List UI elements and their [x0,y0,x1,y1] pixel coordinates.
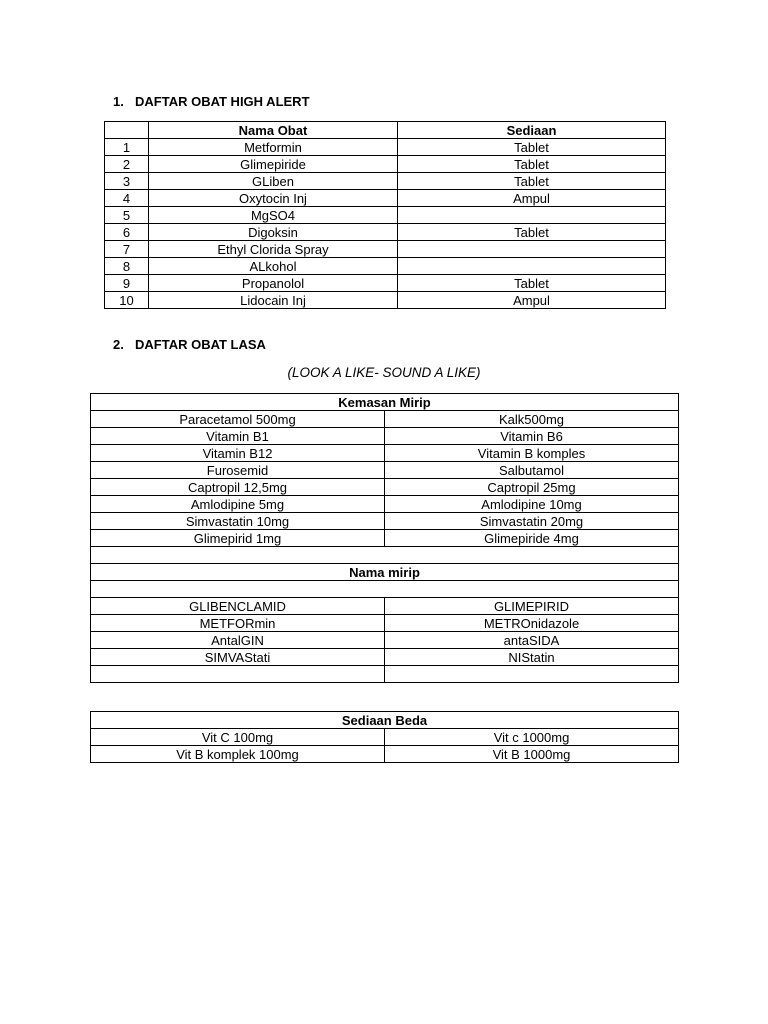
drug-left: Vit C 100mg [91,729,385,746]
drug-right: antaSIDA [385,632,679,649]
table-row [105,258,666,275]
drug-form [398,207,666,224]
row-number: 10 [105,292,149,309]
section-2-title: DAFTAR OBAT LASA [135,337,266,352]
nama-header-row [91,564,679,581]
drug-form: Tablet [398,224,666,241]
table-row [91,729,679,746]
table-row [105,292,666,309]
drug-left: GLIBENCLAMID [91,598,385,615]
section-1-title: DAFTAR OBAT HIGH ALERT [135,94,310,109]
drug-right: METROnidazole [385,615,679,632]
table-row [105,275,666,292]
drug-left: Amlodipine 5mg [91,496,385,513]
empty-row [91,666,679,683]
column-header-nama-obat: Nama Obat [149,122,398,139]
drug-right: Vitamin B komples [385,445,679,462]
table-row [91,632,679,649]
drug-form: Ampul [398,292,666,309]
table-row [91,428,679,445]
row-number: 4 [105,190,149,207]
drug-right: GLIMEPIRID [385,598,679,615]
drug-right: NIStatin [385,649,679,666]
drug-right: Vit c 1000mg [385,729,679,746]
drug-name: Oxytocin Inj [149,190,398,207]
drug-name: MgSO4 [149,207,398,224]
table-row [91,530,679,547]
drug-name: Metformin [149,139,398,156]
column-header-no [105,122,149,139]
table-row [91,746,679,763]
lasa-table [90,393,679,683]
nama-mirip-header: Nama mirip [91,564,679,581]
table-row [91,462,679,479]
drug-name: Lidocain Inj [149,292,398,309]
lasa-subtitle: (LOOK A LIKE- SOUND A LIKE) [287,365,481,380]
row-number: 8 [105,258,149,275]
drug-left: Furosemid [91,462,385,479]
kemasan-header-row [91,394,679,411]
section-2-number: 2. [113,337,124,352]
drug-right: Vit B 1000mg [385,746,679,763]
drug-form: Tablet [398,139,666,156]
table-row [105,241,666,258]
section-1-number: 1. [113,94,124,109]
table-row [91,513,679,530]
drug-name: ALkohol [149,258,398,275]
row-number: 1 [105,139,149,156]
table-row [105,207,666,224]
empty-row [91,547,679,564]
table-row [91,479,679,496]
empty-row [91,581,679,598]
row-number: 5 [105,207,149,224]
row-number: 9 [105,275,149,292]
sediaan-beda-header: Sediaan Beda [91,712,679,729]
row-number: 3 [105,173,149,190]
column-header-sediaan: Sediaan [398,122,666,139]
drug-right: Vitamin B6 [385,428,679,445]
section-1-heading [113,94,310,110]
kemasan-mirip-header: Kemasan Mirip [91,394,679,411]
drug-right: Captropil 25mg [385,479,679,496]
empty-cell [385,666,679,683]
drug-form: Tablet [398,156,666,173]
drug-form [398,241,666,258]
high-alert-table [104,121,666,309]
sediaan-beda-table [90,711,679,763]
drug-right: Glimepiride 4mg [385,530,679,547]
drug-left: METFORmin [91,615,385,632]
table-row [91,445,679,462]
sediaan-header-row [91,712,679,729]
drug-right: Kalk500mg [385,411,679,428]
table-row [105,139,666,156]
drug-form [398,258,666,275]
drug-name: Glimepiride [149,156,398,173]
drug-left: Captropil 12,5mg [91,479,385,496]
drug-form: Tablet [398,275,666,292]
table-row [91,411,679,428]
table-row [91,649,679,666]
drug-right: Amlodipine 10mg [385,496,679,513]
drug-form: Ampul [398,190,666,207]
table-row [91,615,679,632]
drug-left: Vitamin B12 [91,445,385,462]
table-row [105,190,666,207]
drug-right: Simvastatin 20mg [385,513,679,530]
drug-right: Salbutamol [385,462,679,479]
table-header-row [105,122,666,139]
drug-name: Digoksin [149,224,398,241]
table-row [105,156,666,173]
drug-left: Vitamin B1 [91,428,385,445]
empty-cell [91,666,385,683]
drug-name: GLiben [149,173,398,190]
drug-left: Paracetamol 500mg [91,411,385,428]
table-row [91,496,679,513]
drug-left: Glimepirid 1mg [91,530,385,547]
table-row [105,224,666,241]
drug-name: Propanolol [149,275,398,292]
row-number: 7 [105,241,149,258]
drug-left: AntalGIN [91,632,385,649]
drug-left: SIMVAStati [91,649,385,666]
drug-left: Simvastatin 10mg [91,513,385,530]
empty-cell [91,581,679,598]
row-number: 6 [105,224,149,241]
drug-left: Vit B komplek 100mg [91,746,385,763]
empty-cell [91,547,679,564]
drug-form: Tablet [398,173,666,190]
table-row [105,173,666,190]
table-row [91,598,679,615]
row-number: 2 [105,156,149,173]
section-2-heading [113,337,266,353]
drug-name: Ethyl Clorida Spray [149,241,398,258]
